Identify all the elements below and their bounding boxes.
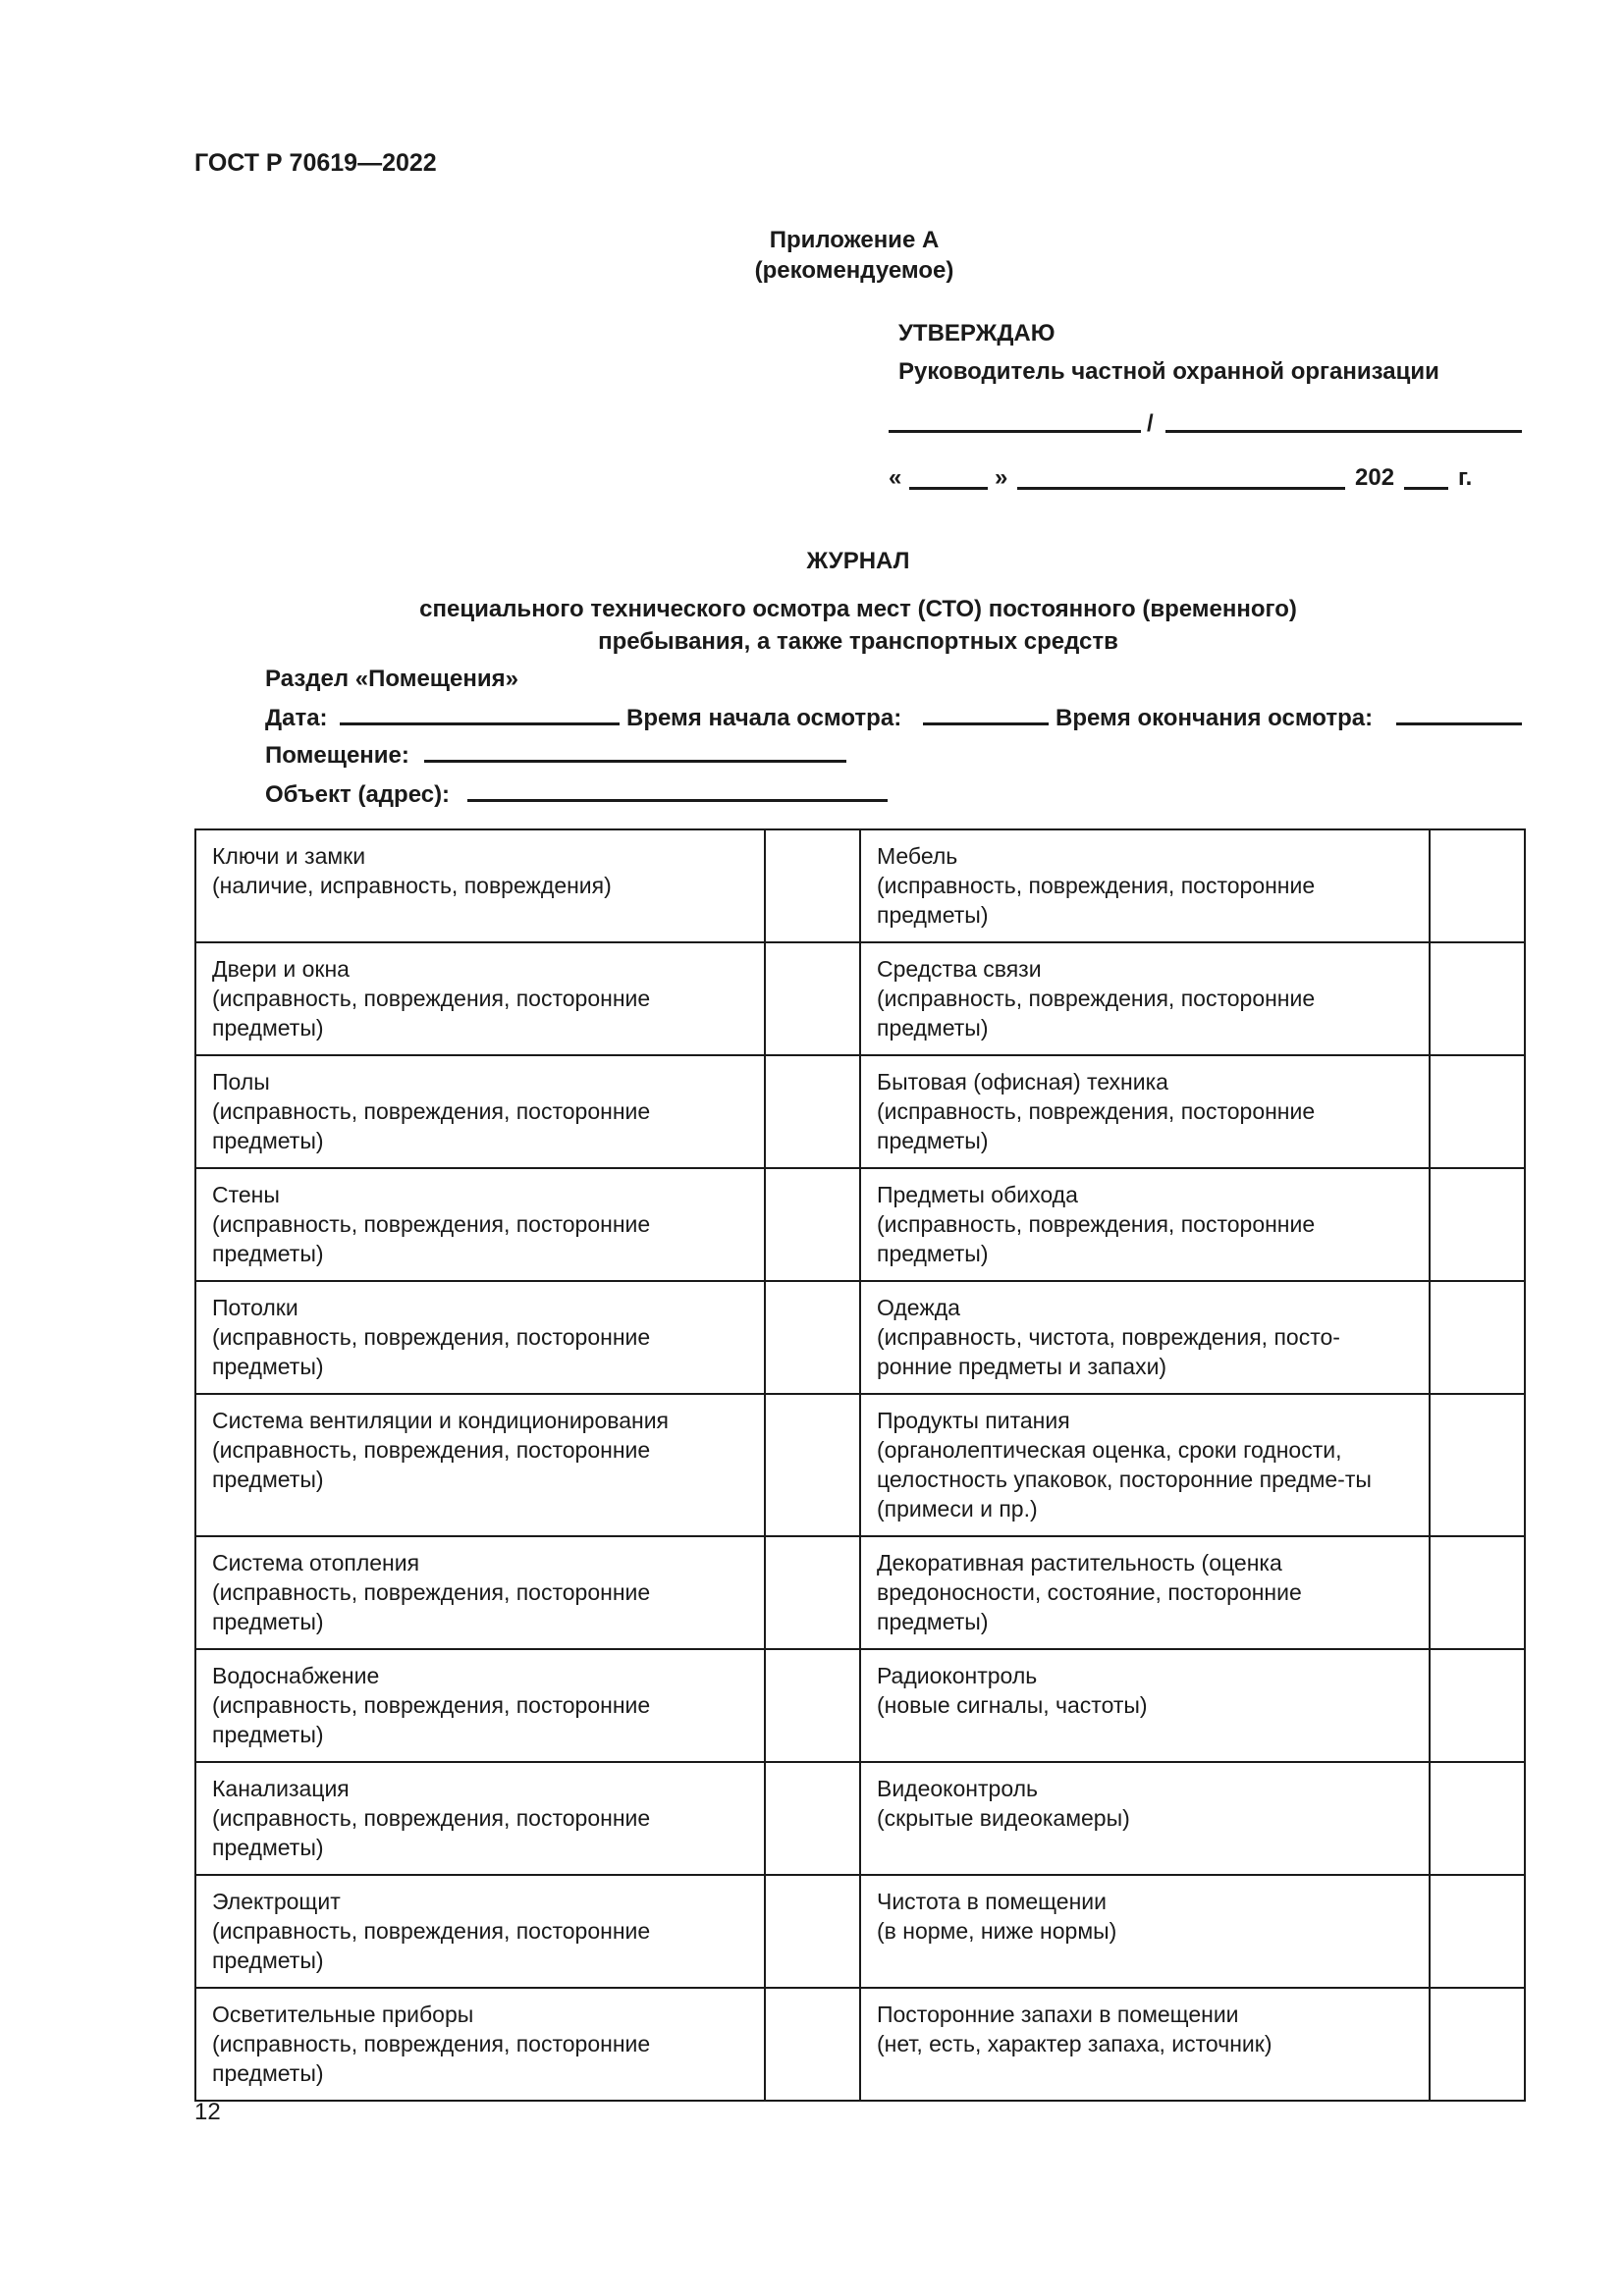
table-row <box>195 1055 1525 1168</box>
item-name: Стены <box>212 1182 280 1207</box>
check-cell-right[interactable] <box>1430 829 1525 942</box>
item-details: (исправность, повреждения, посторонние предметы) <box>876 873 1316 928</box>
section-label: Раздел «Помещения» <box>265 666 518 692</box>
item-name: Видеоконтроль <box>876 1776 1039 1801</box>
day-line <box>909 487 988 490</box>
check-cell-left[interactable] <box>765 1536 860 1649</box>
item-details: (исправность, повреждения, посторонние предметы) <box>876 1098 1316 1153</box>
check-cell-left[interactable] <box>765 1055 860 1168</box>
page-number: 12 <box>194 2099 221 2125</box>
object-label: Объект (адрес): <box>265 781 451 808</box>
inspection-item-right <box>860 1055 1430 1168</box>
item-name: Мебель <box>876 843 958 869</box>
quote-open: « <box>889 464 902 491</box>
check-cell-right[interactable] <box>1430 1055 1525 1168</box>
start-time-field[interactable] <box>923 722 1049 725</box>
inspection-item-right <box>860 1281 1430 1394</box>
table-row <box>195 1394 1525 1536</box>
item-name: Бытовая (офисная) техника <box>876 1069 1168 1095</box>
item-details: (скрытые видеокамеры) <box>876 1805 1130 1831</box>
item-details: (исправность, повреждения, посторонние предметы) <box>212 986 651 1041</box>
appendix-title: Приложение А <box>769 227 940 253</box>
item-details: (нет, есть, характер запаха, источник) <box>876 2031 1272 2056</box>
check-cell-left[interactable] <box>765 1394 860 1536</box>
item-name: Система отопления <box>212 1550 420 1575</box>
room-label: Помещение: <box>265 742 409 769</box>
item-name: Одежда <box>876 1295 960 1320</box>
check-cell-right[interactable] <box>1430 1281 1525 1394</box>
room-field[interactable] <box>424 760 846 763</box>
item-details: (наличие, исправность, повреждения) <box>212 873 612 898</box>
item-details: (исправность, повреждения, посторонние предметы) <box>212 2031 651 2086</box>
item-name: Ключи и замки <box>212 843 366 869</box>
inspection-item-right <box>860 1875 1430 1988</box>
item-details: (исправность, чистота, повреждения, посто-ронние предметы и запахи) <box>876 1324 1340 1379</box>
signature-slash: / <box>1147 410 1154 437</box>
item-name: Декоративная растительность (оценка <box>876 1550 1282 1575</box>
inspection-item-left <box>195 1875 765 1988</box>
item-details: (исправность, повреждения, посторонние предметы) <box>212 1324 651 1379</box>
inspection-item-left <box>195 829 765 942</box>
check-cell-right[interactable] <box>1430 1649 1525 1762</box>
inspection-item-right <box>860 942 1430 1055</box>
item-name: Средства связи <box>876 956 1042 982</box>
item-details: (исправность, повреждения, посторонние предметы) <box>212 1437 651 1492</box>
check-cell-right[interactable] <box>1430 1168 1525 1281</box>
check-cell-right[interactable] <box>1430 1536 1525 1649</box>
journal-title: ЖУРНАЛ <box>806 548 910 574</box>
table-row <box>195 942 1525 1055</box>
end-time-label: Время окончания осмотра: <box>1056 705 1374 731</box>
item-details: (исправность, повреждения, посторонние предметы) <box>876 986 1316 1041</box>
standard-number: ГОСТ Р 70619—2022 <box>194 149 437 177</box>
item-name: Водоснабжение <box>212 1663 380 1688</box>
check-cell-left[interactable] <box>765 1762 860 1875</box>
quote-close: » <box>995 464 1008 491</box>
check-cell-right[interactable] <box>1430 1762 1525 1875</box>
inspection-item-left <box>195 1988 765 2101</box>
item-name: Предметы обихода <box>876 1182 1078 1207</box>
item-name: Полы <box>212 1069 270 1095</box>
table-row <box>195 1536 1525 1649</box>
end-time-field[interactable] <box>1396 722 1522 725</box>
check-cell-left[interactable] <box>765 1875 860 1988</box>
inspection-item-left <box>195 1394 765 1536</box>
approval-position: Руководитель частной охранной организации <box>898 358 1439 385</box>
journal-subtitle-line2: пребывания, а также транспортных средств <box>598 628 1118 655</box>
item-name: Канализация <box>212 1776 350 1801</box>
check-cell-right[interactable] <box>1430 942 1525 1055</box>
check-cell-left[interactable] <box>765 829 860 942</box>
item-name: Двери и окна <box>212 956 350 982</box>
signature-line <box>889 430 1141 433</box>
inspection-item-left <box>195 1649 765 1762</box>
start-time-label: Время начала осмотра: <box>626 705 902 731</box>
name-line <box>1165 430 1522 433</box>
item-details: (новые сигналы, частоты) <box>876 1692 1148 1718</box>
item-details: (исправность, повреждения, посторонние предметы) <box>876 1211 1316 1266</box>
item-details: (исправность, повреждения, посторонние предметы) <box>212 1098 651 1153</box>
item-name: Продукты питания <box>876 1408 1070 1433</box>
inspection-item-right <box>860 1168 1430 1281</box>
item-details: (исправность, повреждения, посторонние предметы) <box>212 1579 651 1634</box>
inspection-item-left <box>195 1055 765 1168</box>
inspection-item-right <box>860 1536 1430 1649</box>
date-field[interactable] <box>340 722 620 725</box>
year-suffix: г. <box>1458 464 1473 491</box>
table-row <box>195 1875 1525 1988</box>
date-label: Дата: <box>265 705 328 731</box>
check-cell-left[interactable] <box>765 1988 860 2101</box>
item-name: Электрощит <box>212 1889 341 1914</box>
month-line <box>1017 487 1345 490</box>
inspection-item-left <box>195 1762 765 1875</box>
item-name: Потолки <box>212 1295 298 1320</box>
check-cell-left[interactable] <box>765 942 860 1055</box>
item-name: Радиоконтроль <box>876 1663 1038 1688</box>
inspection-item-left <box>195 942 765 1055</box>
appendix-type: (рекомендуемое) <box>754 257 954 284</box>
table-row <box>195 829 1525 942</box>
check-cell-left[interactable] <box>765 1281 860 1394</box>
inspection-item-left <box>195 1536 765 1649</box>
inspection-item-left <box>195 1168 765 1281</box>
year-prefix: 202 <box>1355 464 1395 491</box>
inspection-item-right <box>860 1988 1430 2101</box>
item-name: Посторонние запахи в помещении <box>876 2002 1239 2027</box>
object-field[interactable] <box>467 799 888 802</box>
item-details: (органолептическая оценка, сроки годности, целостность упаковок, посторонние предме-ты (примеси и пр.) <box>876 1437 1372 1522</box>
item-name: Осветительные приборы <box>212 2002 474 2027</box>
check-cell-right[interactable] <box>1430 1394 1525 1536</box>
table-row <box>195 1988 1525 2101</box>
item-details: (исправность, повреждения, посторонние предметы) <box>212 1805 651 1860</box>
item-details: вредоносности, состояние, посторонние предметы) <box>876 1579 1302 1634</box>
check-cell-right[interactable] <box>1430 1875 1525 1988</box>
check-cell-left[interactable] <box>765 1168 860 1281</box>
check-cell-right[interactable] <box>1430 1988 1525 2101</box>
item-details: (исправность, повреждения, посторонние предметы) <box>212 1692 651 1747</box>
inspection-table <box>194 828 1526 2102</box>
check-cell-left[interactable] <box>765 1649 860 1762</box>
journal-subtitle-line1: специального технического осмотра мест (СТО) постоянного (временного) <box>419 596 1297 622</box>
item-details: (исправность, повреждения, посторонние предметы) <box>212 1918 651 1973</box>
year-line <box>1404 487 1448 490</box>
table-row <box>195 1281 1525 1394</box>
inspection-item-left <box>195 1281 765 1394</box>
table-row <box>195 1168 1525 1281</box>
item-details: (в норме, ниже нормы) <box>876 1918 1117 1944</box>
table-row <box>195 1762 1525 1875</box>
item-name: Система вентиляции и кондиционирования <box>212 1408 670 1433</box>
item-name: Чистота в помещении <box>876 1889 1107 1914</box>
table-row <box>195 1649 1525 1762</box>
inspection-item-right <box>860 1649 1430 1762</box>
item-details: (исправность, повреждения, посторонние предметы) <box>212 1211 651 1266</box>
approval-heading: УТВЕРЖДАЮ <box>898 320 1056 347</box>
inspection-item-right <box>860 1762 1430 1875</box>
inspection-item-right <box>860 1394 1430 1536</box>
inspection-item-right <box>860 829 1430 942</box>
